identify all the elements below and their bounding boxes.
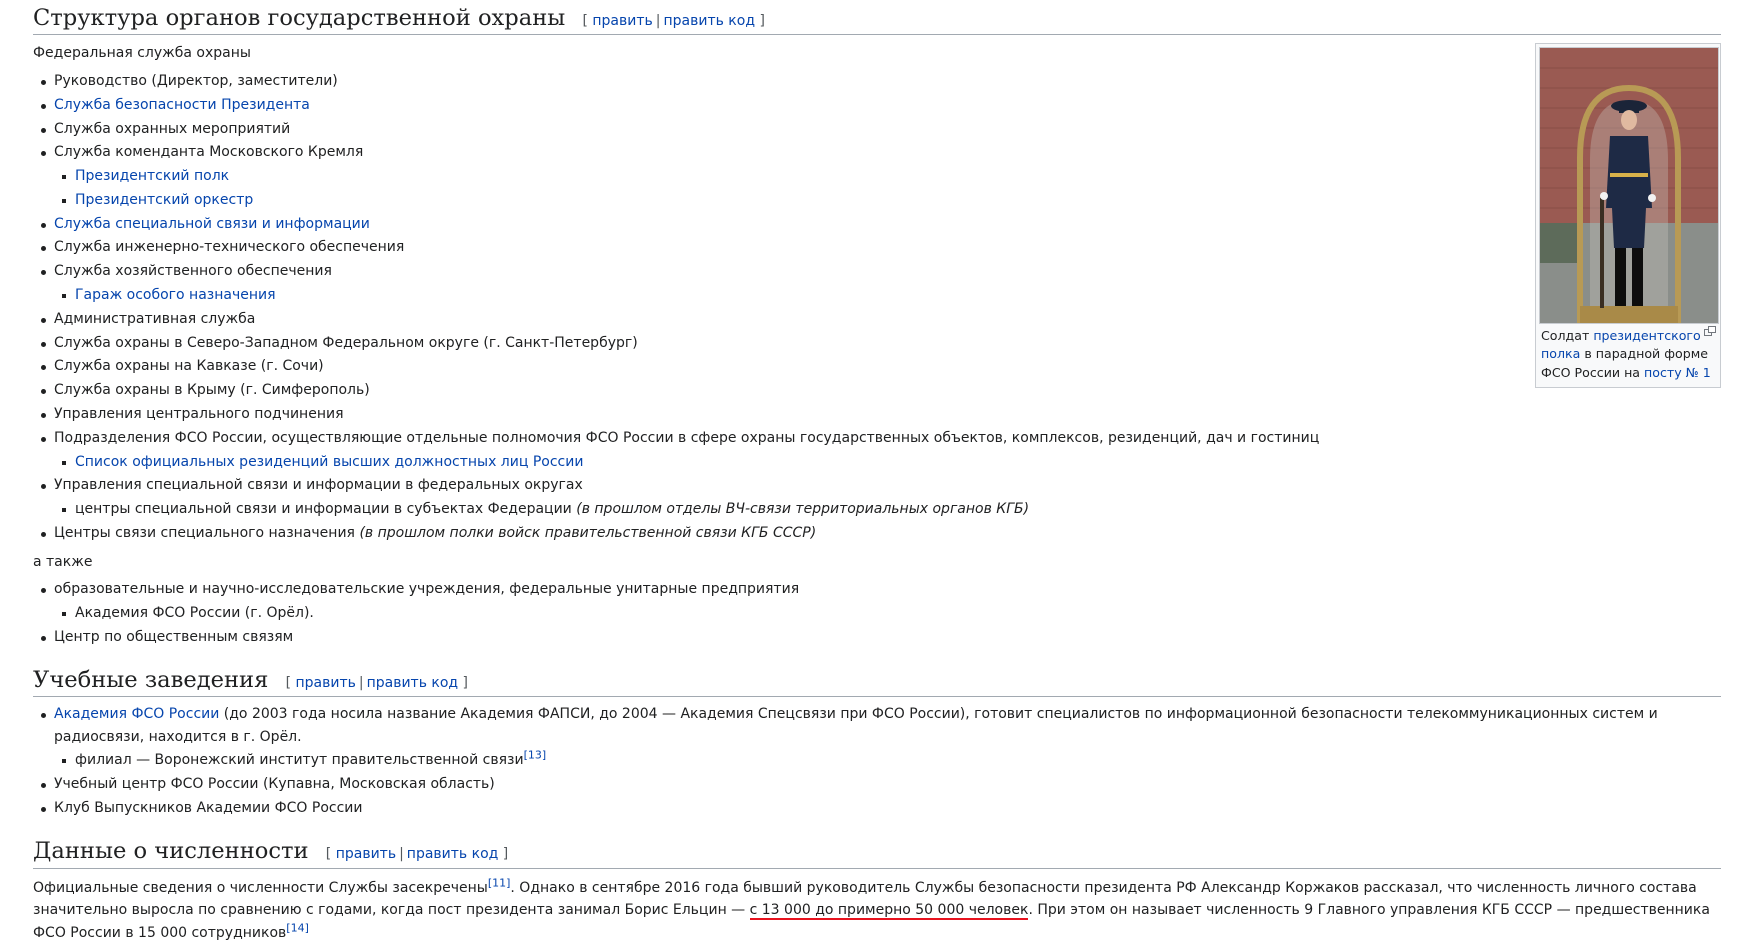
item-note: (в прошлом полки войск правительственной связи КГБ СССР) xyxy=(359,524,817,541)
paragraph-text: Официальные сведения о численности Службы засекречены xyxy=(33,879,488,896)
edit-code-link[interactable]: править код xyxy=(366,675,459,692)
list-item xyxy=(75,165,1721,187)
education-list xyxy=(54,703,1721,819)
item-text: Служба коменданта Московского Кремля xyxy=(54,144,364,161)
item-text: образовательные и научно-исследовательские учреждения, федеральные унитарные предприятия xyxy=(54,581,800,598)
list-item xyxy=(54,141,1721,211)
list-item: Центр по общественным связям xyxy=(54,626,1721,648)
list-item xyxy=(75,749,1721,771)
caption-link-post[interactable]: посту № 1 xyxy=(1644,364,1711,380)
section-heading-headcount xyxy=(33,837,1721,868)
sublist xyxy=(75,165,1721,211)
item-text: (до 2003 года носила название Академия ФАПСИ, до 2004 — Академия Спецсвязи при ФСО России), готовит специалистов по информационной безопасности телекоммуникационных систем и радиосвязи, находится в г. Орёл. xyxy=(54,706,1658,745)
section-education xyxy=(33,666,1721,819)
edit-code-link[interactable]: править код xyxy=(406,846,499,863)
item-text: центры специальной связи и информации в субъектах Федерации xyxy=(75,500,572,517)
heading-text: Структура органов государственной охраны xyxy=(33,5,566,31)
caption-link-regiment[interactable]: президентского полка xyxy=(1541,328,1701,362)
highlighted-figure: с 13 000 до примерно 50 000 человек xyxy=(749,902,1029,919)
item-link[interactable]: Служба безопасности Президента xyxy=(54,96,310,113)
list-item xyxy=(75,284,1721,306)
edit-link[interactable]: править xyxy=(592,13,653,29)
list-item xyxy=(54,94,1721,116)
caption-text: Солдат xyxy=(1541,328,1594,343)
item-note: (в прошлом отделы ВЧ-связи территориальных органов КГБ) xyxy=(576,500,1030,517)
sublist xyxy=(75,749,1721,771)
list-item xyxy=(54,474,1721,520)
list-item: Академия ФСО России (г. Орёл). xyxy=(75,602,1721,624)
edit-link[interactable]: править xyxy=(295,675,356,692)
heading-text: Данные о численности xyxy=(33,838,309,865)
academy-link[interactable]: Академия ФСО России xyxy=(54,706,220,723)
item-text: Управления специальной связи и информации в федеральных округах xyxy=(54,477,583,494)
section-headcount xyxy=(33,837,1721,944)
list-item: Клуб Выпускников Академии ФСО России xyxy=(54,797,1721,819)
item-text: Служба хозяйственного обеспечения xyxy=(54,263,332,280)
list-item xyxy=(54,522,1721,544)
list-item: Управления центрального подчинения xyxy=(54,403,1721,425)
edit-section-links: [ править | править код ] xyxy=(325,846,509,863)
paragraph-text: . При этом он называет численность 9 Главного управления КГБ СССР — предшественника ФСО России в 15 000 сотрудников xyxy=(33,902,1710,941)
edit-section-links: [ править | править код ] xyxy=(285,675,469,692)
list-item: Служба охраны на Кавказе (г. Сочи) xyxy=(54,355,1721,377)
list-item: Служба охранных мероприятий xyxy=(54,118,1721,140)
also-text: а также xyxy=(33,554,93,571)
item-text: Подразделения ФСО России, осуществляющие отдельные полномочия ФСО России в сфере охраны государственных объектов, комплексов, резиденций, дач и гостиниц xyxy=(54,430,1320,447)
list-item xyxy=(54,427,1721,473)
list-item: Служба охраны в Крыму (г. Симферополь) xyxy=(54,379,1721,401)
sublist xyxy=(75,498,1721,520)
item-link[interactable]: Гараж особого назначения xyxy=(75,286,276,303)
list-item: Служба инженерно-технического обеспечения xyxy=(54,236,1721,258)
item-link[interactable]: Президентский полк xyxy=(75,167,230,184)
sublist xyxy=(75,451,1721,473)
structure-list xyxy=(54,70,1721,544)
reference-link[interactable]: [14] xyxy=(286,920,309,934)
caption-text: в парадной форме ФСО России на xyxy=(1541,346,1708,380)
list-item: Руководство (Директор, заместители) xyxy=(54,70,1721,92)
sublist xyxy=(75,284,1721,306)
edit-section-links: [ править | править код ] xyxy=(582,13,765,29)
also-list xyxy=(54,578,1721,648)
section-heading-structure xyxy=(33,4,1721,35)
reference-link[interactable]: [11] xyxy=(487,876,511,890)
list-item xyxy=(54,703,1721,771)
list-item xyxy=(54,578,1721,624)
item-text: Центры связи специального назначения xyxy=(54,524,355,541)
list-item xyxy=(54,213,1721,235)
item-text: филиал — Воронежский институт правительственной связи xyxy=(75,752,524,769)
item-link[interactable]: Список официальных резиденций высших должностных лиц России xyxy=(75,453,584,470)
list-item: Учебный центр ФСО России (Купавна, Московская область) xyxy=(54,773,1721,795)
list-item xyxy=(75,451,1721,473)
list-item xyxy=(75,498,1721,520)
paragraph-text: . Однако в сентябре 2016 года бывший руководитель Службы безопасности президента РФ Александр Коржаков рассказал, что численность личного состава значительно выросла по сравнению с годами, когда пост президента занимал Борис Ельцин — xyxy=(33,879,1697,919)
sublist xyxy=(75,602,1721,624)
list-item xyxy=(75,189,1721,211)
item-link[interactable]: Президентский оркестр xyxy=(75,191,254,208)
section-heading-education xyxy=(33,666,1721,697)
intro-text: Федеральная служба охраны xyxy=(33,45,251,62)
list-item: Служба охраны в Северо-Западном Федеральном округе (г. Санкт-Петербург) xyxy=(54,332,1721,354)
edit-code-link[interactable]: править код xyxy=(663,13,756,29)
heading-text: Учебные заведения xyxy=(33,667,269,694)
item-link[interactable]: Служба специальной связи и информации xyxy=(54,215,370,232)
list-item: Административная служба xyxy=(54,308,1721,330)
headcount-paragraph xyxy=(33,877,1721,944)
edit-link[interactable]: править xyxy=(335,846,397,863)
list-item xyxy=(54,260,1721,306)
reference-link[interactable]: [13] xyxy=(523,748,547,762)
